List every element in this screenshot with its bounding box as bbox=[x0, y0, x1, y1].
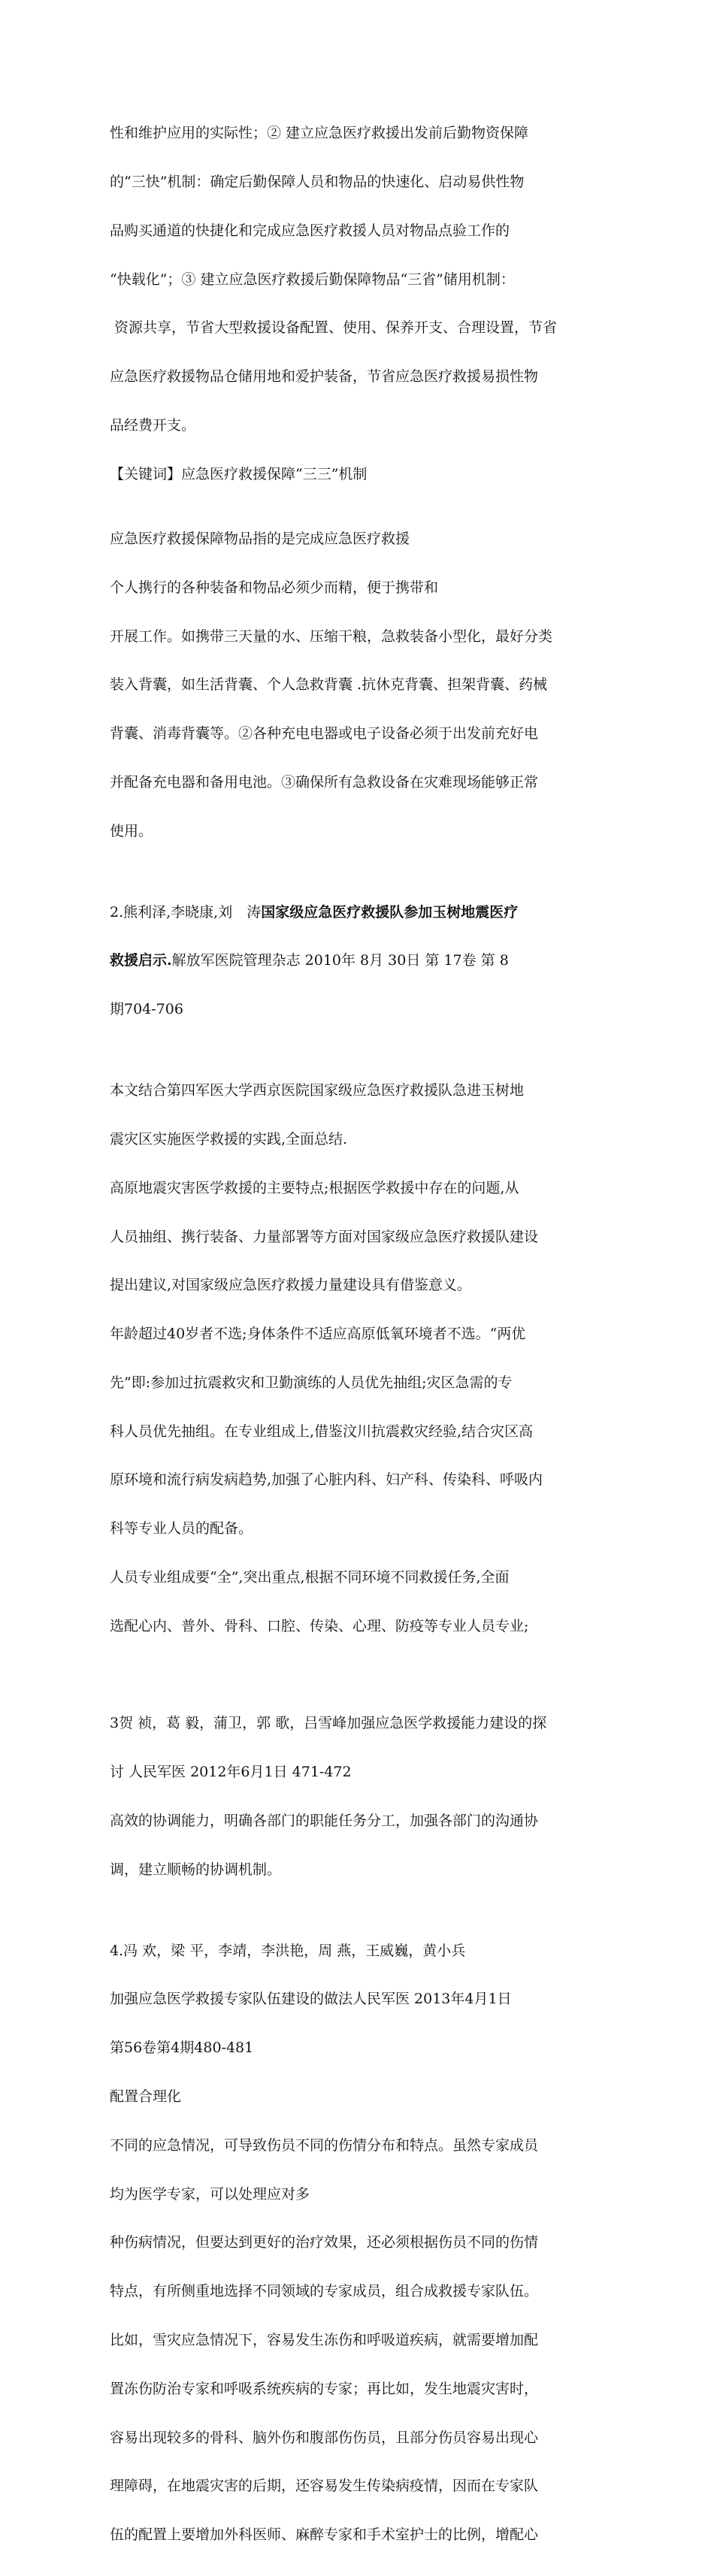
text-line: 配置合理化 bbox=[110, 2088, 182, 2106]
text-line: 比如，雪灾应急情况下，容易发生冻伤和呼吸道疾病，就需要增加配 bbox=[110, 2331, 539, 2348]
text-line: 科等专业人员的配备。 bbox=[110, 1520, 253, 1537]
text-line: 使用。 bbox=[110, 822, 153, 839]
text-line: 提出建议,对国家级应急医疗救援力量建设具有借鉴意义。 bbox=[110, 1277, 472, 1294]
text-line: 不同的应急情况，可导致伤员不同的伤情分布和特点。虽然专家成员 bbox=[110, 2136, 539, 2154]
text-line: 4.冯 欢，梁 平，李靖，李洪艳，周 燕，王威巍，黄小兵 bbox=[110, 1942, 466, 1959]
reference-2 bbox=[110, 872, 609, 1051]
text-line: 伍的配置上要增加外科医师、麻醉专家和手术室护士的比例，增配心 bbox=[110, 2526, 539, 2544]
text-line: 资源共享，节省大型救援设备配置、使用、保养开支、合理设置，节省 bbox=[110, 319, 558, 337]
text-line: 开展工作。如携带三天量的水、压缩干粮，急救装备小型化，最好分类 bbox=[110, 627, 553, 645]
reference-2-source: 解放军医院管理杂志 2010年 8月 30日 第 17卷 第 8 bbox=[171, 952, 509, 969]
text-line: 原环境和流行病发病趋势,加强了心脏内科、妇产科、传染科、呼吸内 bbox=[110, 1471, 543, 1489]
intro-paragraph bbox=[110, 93, 609, 467]
reference-4 bbox=[110, 1911, 609, 2576]
text-line: 高原地震灾害医学救援的主要特点;根据医学救援中存在的问题,从 bbox=[110, 1179, 519, 1196]
text-line: 人员专业组成要“全”,突出重点,根据不同环境不同救援任务,全面 bbox=[110, 1569, 510, 1586]
text-line: 特点，有所侧重地选择不同领域的专家成员，组合成救援专家队伍。 bbox=[110, 2283, 539, 2300]
text-line: 装入背囊，如生活背囊、个人急救背囊 .抗休克背囊、担架背囊、药械 bbox=[110, 676, 548, 694]
text-line: 个人携行的各种装备和物品必须少而精，便于携带和 bbox=[110, 579, 439, 596]
text-line: 性和维护应用的实际性；② 建立应急医疗救援出发前后勤物资保障 bbox=[110, 125, 529, 142]
text-line: 并配备充电器和备用电池。③确保所有急救设备在灾难现场能够正常 bbox=[110, 773, 539, 791]
text-line: 科人员优先抽组。在专业组成上,借鉴汶川抗震救灾经验,结合灾区高 bbox=[110, 1423, 534, 1440]
reference-2-line-1 bbox=[110, 905, 609, 921]
text-line: 高效的协调能力，明确各部门的职能任务分工，加强各部门的沟通协 bbox=[110, 1812, 539, 1829]
text-line: 应急医疗救援保障物品指的是完成应急医疗救援 bbox=[110, 531, 410, 548]
text-line: 品经费开支。 bbox=[110, 416, 196, 434]
text-line: 震灾区实施医学救援的实践,全面总结. bbox=[110, 1131, 348, 1147]
keywords-line: 【关键词】应急医疗救援保障“三三”机制 bbox=[110, 465, 368, 482]
blank-line bbox=[110, 1667, 609, 1684]
reference-3 bbox=[110, 1683, 609, 1910]
reference-2-pages: 期704-706 bbox=[110, 1001, 183, 1018]
text-line: 先”即:参加过抗震救灾和卫勤演练的人员优先抽组;灾区急需的专 bbox=[110, 1374, 513, 1391]
text-line: 背囊、消毒背囊等。②各种充电电器或电子设备必须于出发前充好电 bbox=[110, 725, 539, 742]
text-line: 的“三快”机制：确定后勤保障人员和物品的快速化、启动易供性物 bbox=[110, 173, 525, 190]
text-line: 品购买通道的快捷化和完成应急医疗救援人员对物品点验工作的 bbox=[110, 222, 510, 239]
text-line: 3贺 祯，葛 毅，蒲卫，郭 歌，吕雪峰加强应急医学救援能力建设的探 bbox=[110, 1715, 547, 1732]
blank-line bbox=[110, 482, 609, 499]
text-line: “快载化”；③ 建立应急医疗救援后勤保障物品“三省”储用机制： bbox=[110, 271, 515, 288]
reference-2-title: 国家级应急医疗救援队参加玉树地震医疗 bbox=[261, 903, 519, 921]
text-line: 加强应急医学救援专家队伍建设的做法人民军医 2013年4月1日 bbox=[110, 1991, 512, 2008]
text-line: 理障碍，在地震灾害的后期，还容易发生传染病疫情，因而在专家队 bbox=[110, 2478, 539, 2495]
text-line: 容易出现较多的骨科、脑外伤和腹部伤伤员，且部分伤员容易出现心 bbox=[110, 2429, 539, 2446]
reference-2-title-cont: 救援启示. bbox=[110, 952, 172, 969]
text-line: 调，建立顺畅的协调机制。 bbox=[110, 1861, 282, 1878]
text-line: 选配心内、普外、骨科、口腔、传染、心理、防疫等专业人员专业; bbox=[110, 1617, 529, 1634]
text-line: 年龄超过40岁者不选;身体条件不适应高原低氧环境者不选。“两优 bbox=[110, 1326, 526, 1343]
reference-2-authors: 2.熊利泽,李晓康,刘 涛 bbox=[110, 903, 262, 921]
text-line: 应急医疗救援物品仓储用地和爱护装备，节省应急医疗救援易损性物 bbox=[110, 368, 539, 385]
text-line: 人员抽组、携行装备、力量部署等方面对国家级应急医疗救援队建设 bbox=[110, 1228, 539, 1245]
reference-2-line-2 bbox=[110, 953, 609, 969]
text-line: 置冻伤防治专家和呼吸系统疾病的专家；再比如，发生地震灾害时， bbox=[110, 2380, 539, 2397]
document-page bbox=[110, 93, 609, 2576]
text-line: 种伤病情况，但要达到更好的治疗效果，还必须根据伤员不同的伤情 bbox=[110, 2234, 539, 2251]
text-line: 本文结合第四军医大学西京医院国家级应急医疗救援队急进玉树地 bbox=[110, 1082, 525, 1099]
text-line: 讨 人民军医 2012年6月1日 471-472 bbox=[110, 1764, 352, 1781]
text-line: 第56卷第4期480-481 bbox=[110, 2039, 254, 2057]
text-line: 均为医学专家，可以处理应对多 bbox=[110, 2185, 310, 2203]
reference-2-summary bbox=[110, 1051, 609, 1667]
section-paragraph bbox=[110, 499, 609, 872]
